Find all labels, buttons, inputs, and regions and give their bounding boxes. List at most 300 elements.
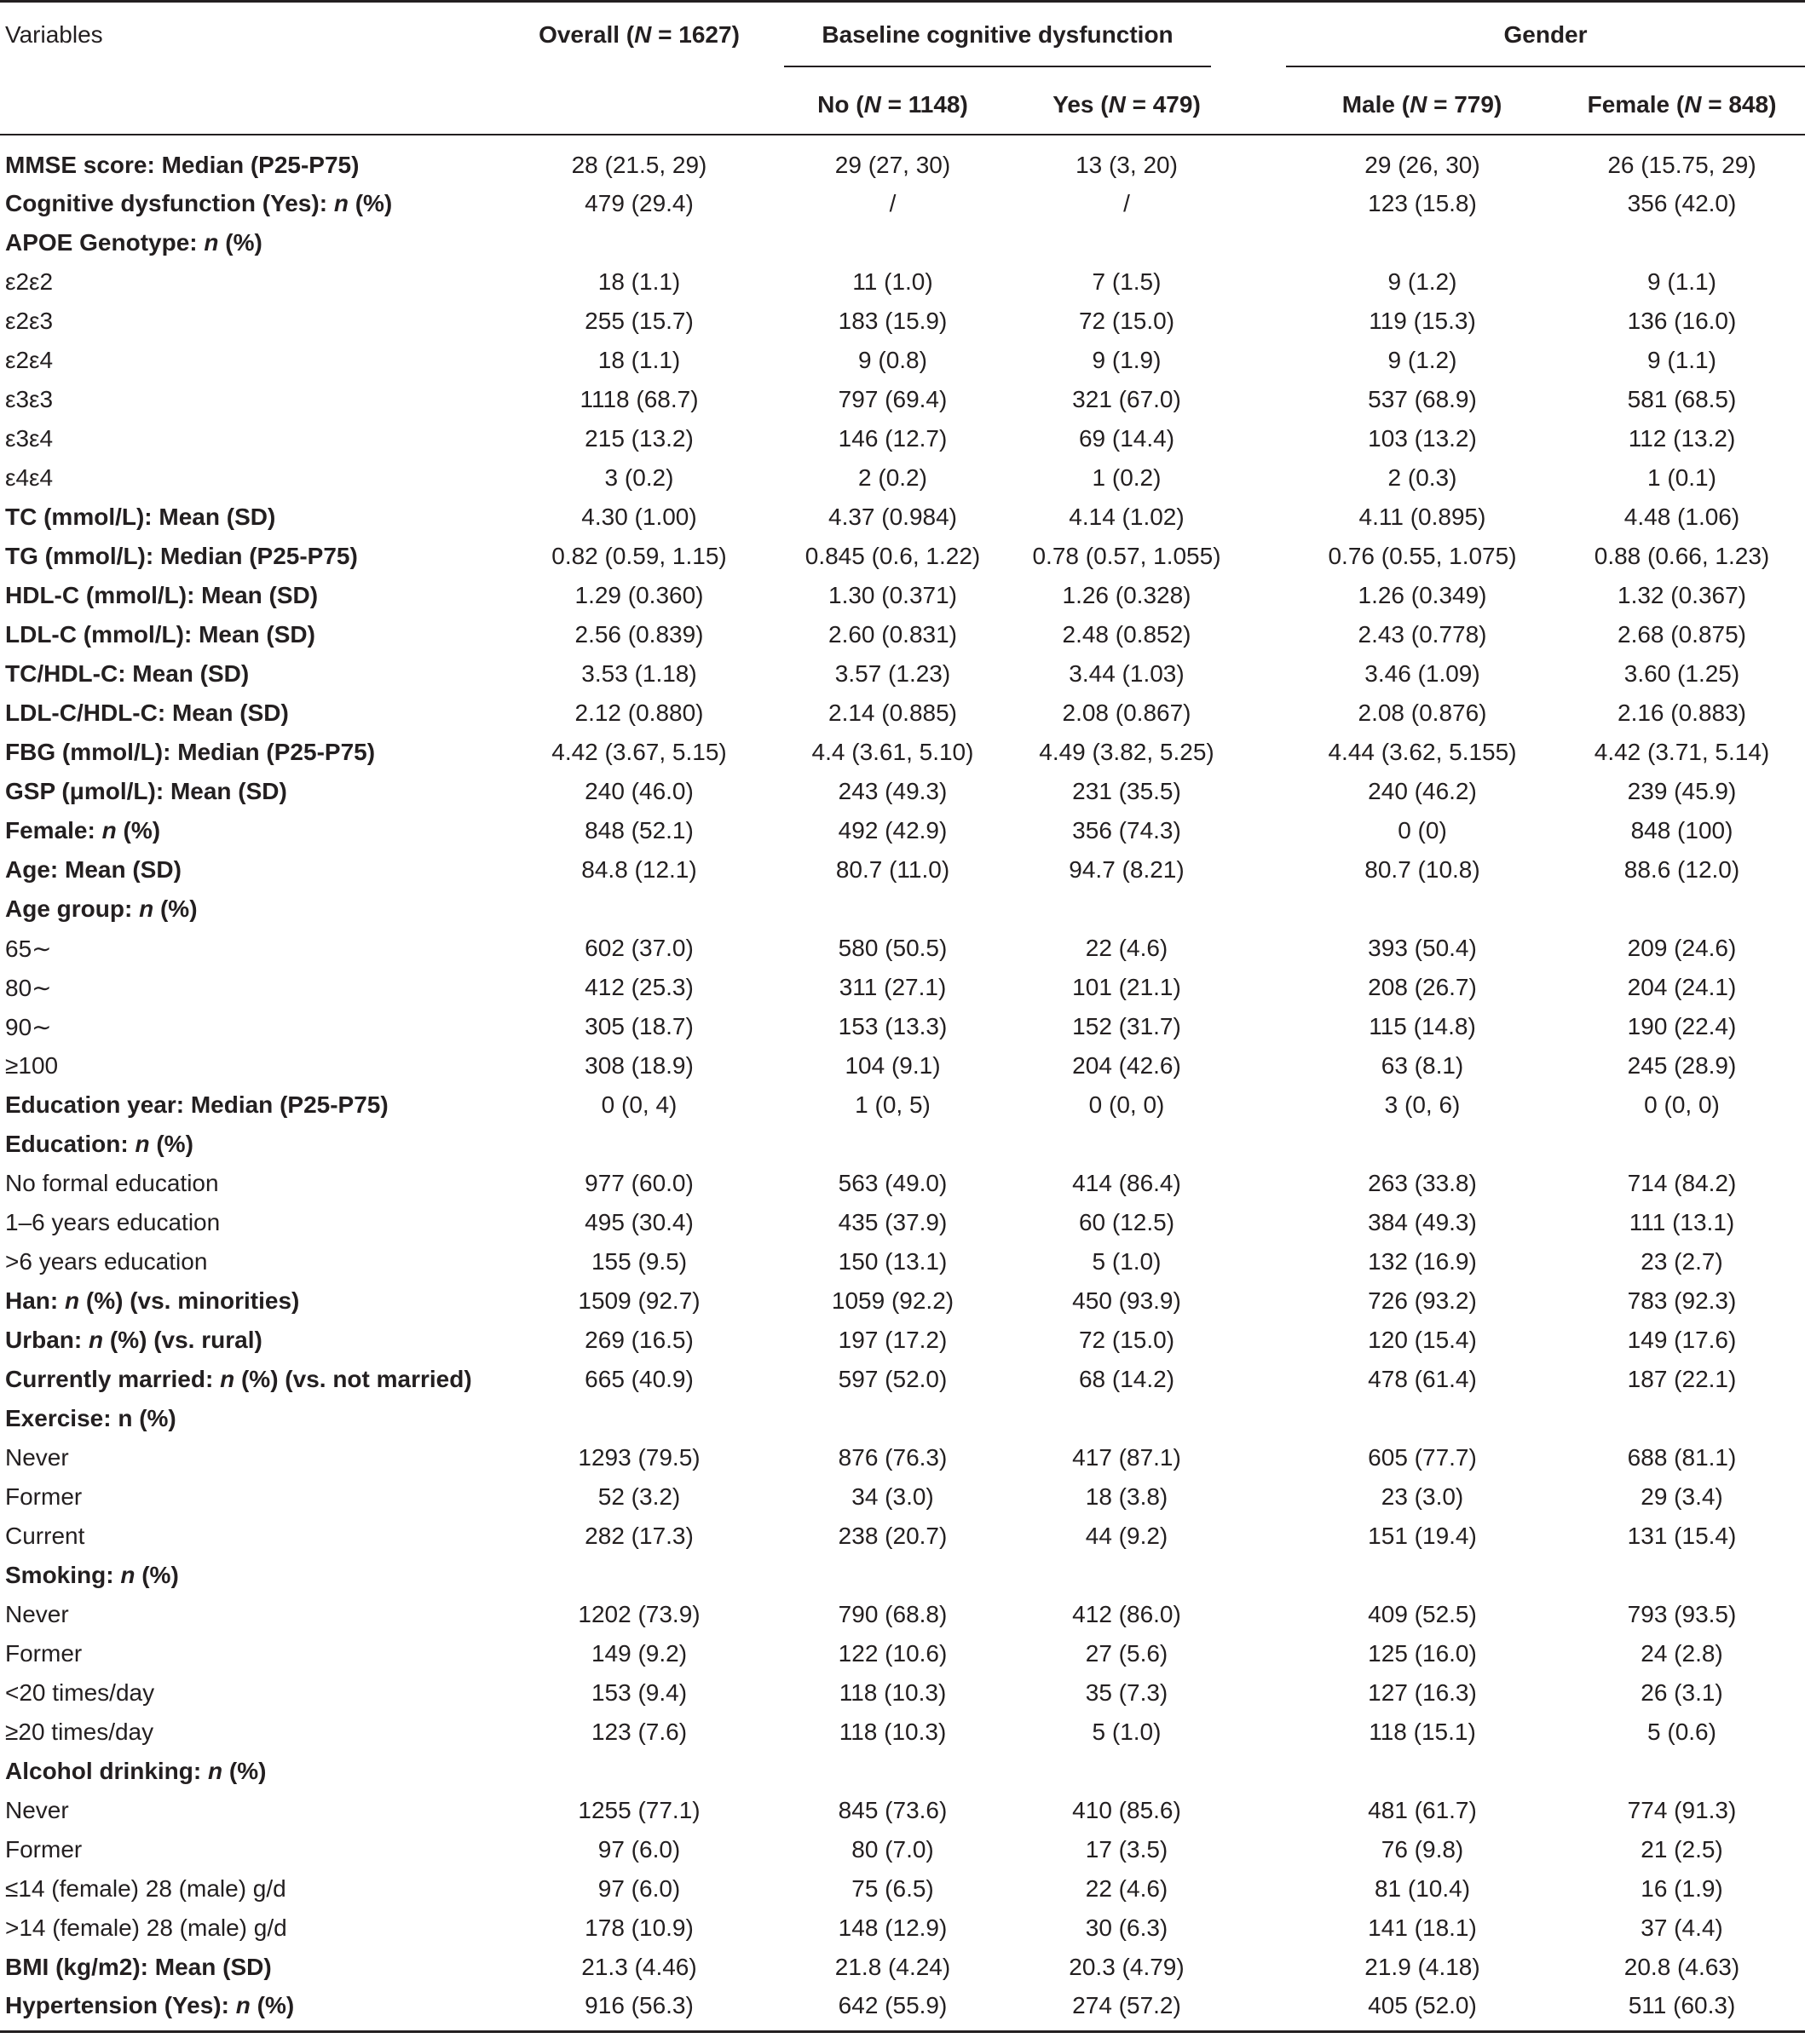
female-value [1559,890,1805,929]
baseline-group-header [767,3,1235,68]
overall-value: 1118 (68.7) [580,386,699,412]
table-row [0,498,1805,537]
no-value: 790 (68.8) [838,1601,948,1627]
male-value: 605 (77.7) [1368,1444,1477,1471]
no-value [767,1556,1018,1595]
row-label: LDL-C/HDL-C: Mean (SD) [5,700,289,726]
yes-value: 22 (4.6) [1085,1875,1168,1902]
male-value: 118 (15.1) [1369,1719,1476,1745]
row-label: HDL-C (mmol/L): Mean (SD) [5,582,319,608]
row-label: >14 (female) 28 (male) g/d [5,1914,287,1941]
row-label: >6 years education [5,1248,208,1275]
table-row [0,850,1805,890]
row-label: Cognitive dysfunction (Yes): n (%) [5,190,393,216]
table-row [0,1909,1805,1948]
overall-value: 495 (30.4) [585,1209,694,1235]
no-value: 435 (37.9) [838,1209,948,1235]
row-label: 80∼ [5,974,52,1001]
female-value: 793 (93.5) [1627,1601,1737,1627]
table-row [0,1438,1805,1477]
header-row-1 [0,3,1805,68]
overall-value [511,1399,767,1438]
no-value: 2 (0.2) [858,464,927,491]
yes-value: 30 (6.3) [1085,1914,1168,1941]
no-value [767,1752,1018,1791]
no-value: 845 (73.6) [838,1797,948,1823]
yes-value: 9 (1.9) [1092,347,1162,373]
overall-value: 2.56 (0.839) [574,621,704,648]
table-row [0,1164,1805,1203]
table-row [0,772,1805,811]
male-value: 103 (13.2) [1368,425,1477,452]
male-value: 63 (8.1) [1381,1052,1464,1079]
overall-value: 97 (6.0) [597,1836,681,1863]
table-row [0,890,1805,929]
row-label: ε3ε3 [5,386,54,412]
male-value [1235,890,1559,929]
yes-value: 5 (1.0) [1092,1719,1162,1745]
yes-value: 35 (7.3) [1085,1679,1168,1706]
yes-value: 0.78 (0.57, 1.055) [1032,543,1221,569]
yes-value: 27 (5.6) [1085,1640,1168,1667]
overall-value: 282 (17.3) [585,1523,694,1549]
male-value: 405 (52.0) [1368,1992,1477,2019]
male-value [1235,223,1559,262]
no-value: 4.37 (0.984) [828,504,957,530]
gender-group-header [1235,3,1805,68]
no-value: 580 (50.5) [838,935,948,961]
yes-value: 94.7 (8.21) [1069,856,1185,883]
female-value [1559,223,1805,262]
yes-value: 414 (86.4) [1072,1170,1181,1196]
female-value: 2.16 (0.883) [1618,700,1746,726]
yes-value: 412 (86.0) [1072,1601,1181,1627]
no-value: 238 (20.7) [838,1523,948,1549]
male-value: 3.46 (1.09) [1364,660,1480,687]
row-label: Urban: n (%) (vs. rural) [5,1327,262,1353]
italic-symbol: n [208,1758,223,1784]
male-value: 9 (1.2) [1387,347,1457,373]
male-value: 80.7 (10.8) [1364,856,1480,883]
no-value: 311 (27.1) [839,974,947,1000]
yes-header: Yes (N = 479) [1018,68,1235,135]
female-value: 23 (2.7) [1641,1248,1723,1275]
row-label: ε4ε4 [5,464,54,491]
overall-value: 848 (52.1) [585,817,694,844]
table-row [0,537,1805,576]
male-value: 21.9 (4.18) [1364,1954,1480,1980]
overall-value: 97 (6.0) [597,1875,681,1902]
row-label: TC/HDL-C: Mean (SD) [5,660,250,687]
row-label: MMSE score: Median (P25-P75) [5,151,360,178]
overall-value: 977 (60.0) [585,1170,694,1196]
row-label: ≥100 [5,1052,59,1079]
table-row [0,1595,1805,1634]
no-value [767,890,1018,929]
female-value: 4.42 (3.71, 5.14) [1594,739,1770,765]
overall-value: 4.30 (1.00) [581,504,697,530]
row-label: Never [5,1601,69,1627]
table-row [0,654,1805,694]
male-value: 9 (1.2) [1387,268,1457,295]
no-value [767,1125,1018,1164]
overall-value: 155 (9.5) [591,1248,688,1275]
male-value: 2.08 (0.876) [1358,700,1487,726]
italic-symbol: n [204,229,219,256]
italic-symbol: n [120,1562,136,1588]
row-label: FBG (mmol/L): Median (P25-P75) [5,739,376,765]
yes-value: 18 (3.8) [1085,1483,1168,1510]
female-value: 783 (92.3) [1627,1287,1737,1314]
no-value [767,223,1018,262]
yes-value: 274 (57.2) [1072,1992,1181,2019]
female-value: 688 (81.1) [1627,1444,1737,1471]
female-header: Female (N = 848) [1559,68,1805,135]
row-label: Former [5,1640,83,1667]
italic-symbol: n [101,817,117,844]
table-row [0,135,1805,184]
female-value: 774 (91.3) [1627,1797,1737,1823]
yes-value: 44 (9.2) [1085,1523,1168,1549]
italic-symbol: N [634,21,652,48]
female-value: 26 (3.1) [1641,1679,1723,1706]
yes-value [1018,1752,1235,1791]
table-row [0,1203,1805,1242]
no-value [767,1399,1018,1438]
male-value: 481 (61.7) [1368,1797,1477,1823]
female-value: 239 (45.9) [1627,778,1737,804]
no-value: 9 (0.8) [858,347,927,373]
table-row [0,1321,1805,1360]
no-value: 104 (9.1) [845,1052,941,1079]
overall-value [511,1125,767,1164]
female-value: 29 (3.4) [1641,1483,1723,1510]
male-value: 23 (3.0) [1381,1483,1464,1510]
table-row [0,1399,1805,1438]
table-row [0,1869,1805,1909]
female-value [1559,1752,1805,1791]
female-value: 1 (0.1) [1647,464,1716,491]
overall-value [511,223,767,262]
female-value: 187 (22.1) [1627,1366,1737,1392]
italic-symbol: N [863,91,881,118]
female-value: 3.60 (1.25) [1623,660,1740,687]
overall-value: 215 (13.2) [585,425,694,452]
no-value: 3.57 (1.23) [834,660,951,687]
male-value: 141 (18.1) [1368,1914,1477,1941]
no-value: / [889,190,897,216]
no-value: 75 (6.5) [851,1875,934,1902]
female-value: 190 (22.4) [1627,1013,1737,1039]
yes-value: 69 (14.4) [1078,425,1175,452]
male-value: 127 (16.3) [1368,1679,1477,1706]
table-row [0,223,1805,262]
table-row [0,1987,1805,2031]
row-label: Han: n (%) (vs. minorities) [5,1287,300,1314]
overall-value: 0.82 (0.59, 1.15) [551,543,727,569]
female-value: 37 (4.4) [1641,1914,1723,1941]
table-row [0,1830,1805,1869]
no-value: 183 (15.9) [838,308,948,334]
table-row [0,1477,1805,1517]
yes-value: 450 (93.9) [1072,1287,1181,1314]
female-value: 245 (28.9) [1627,1052,1737,1079]
no-value: 597 (52.0) [838,1366,948,1392]
no-value: 80 (7.0) [851,1836,934,1863]
row-label: 1–6 years education [5,1209,221,1235]
female-value [1559,1556,1805,1595]
row-label: 65∼ [5,935,52,962]
italic-symbol: n [235,1992,251,2019]
yes-value: 13 (3, 20) [1076,151,1178,178]
no-value: 150 (13.1) [838,1248,948,1275]
table-row [0,262,1805,302]
no-value: 492 (42.9) [838,817,948,844]
no-value: 118 (10.3) [839,1679,947,1706]
overall-value: 0 (0, 4) [601,1091,678,1118]
overall-value: 1202 (73.9) [578,1601,701,1627]
yes-value: 17 (3.5) [1085,1836,1168,1863]
yes-value: 1.26 (0.328) [1062,582,1191,608]
no-value: 642 (55.9) [838,1992,948,2019]
male-value: 2 (0.3) [1387,464,1457,491]
overall-value [511,1752,767,1791]
yes-value: 410 (85.6) [1072,1797,1181,1823]
male-value: 208 (26.7) [1368,974,1477,1000]
table-row [0,968,1805,1007]
yes-value: 356 (74.3) [1072,817,1181,844]
female-value: 204 (24.1) [1627,974,1737,1000]
male-value: 2.43 (0.778) [1358,621,1487,648]
no-value: 80.7 (11.0) [835,856,950,883]
female-value [1559,1125,1805,1164]
no-header: No (N = 1148) [767,68,1018,135]
overall-value: 2.12 (0.880) [574,700,704,726]
female-value: 4.48 (1.06) [1623,504,1740,530]
table-row [0,1673,1805,1713]
male-value: 151 (19.4) [1368,1523,1477,1549]
row-label: ≥20 times/day [5,1719,154,1745]
table-row [0,615,1805,654]
overall-value: 305 (18.7) [585,1013,694,1039]
male-value [1235,1125,1559,1164]
header-row-2 [0,68,1805,135]
male-value: 4.44 (3.62, 5.155) [1328,739,1517,765]
no-value: 34 (3.0) [851,1483,934,1510]
female-value: 20.8 (4.63) [1623,1954,1740,1980]
row-label: ε2ε4 [5,347,54,373]
table-row [0,458,1805,498]
italic-symbol: N [1410,91,1427,118]
male-value: 0 (0) [1398,817,1447,844]
row-label: Female: n (%) [5,817,161,844]
male-value: 263 (33.8) [1368,1170,1477,1196]
female-value: 209 (24.6) [1627,935,1737,961]
overall-value: 1293 (79.5) [578,1444,701,1471]
female-value: 88.6 (12.0) [1623,856,1740,883]
row-label: LDL-C (mmol/L): Mean (SD) [5,621,315,648]
overall-value: 153 (9.4) [591,1679,688,1706]
row-label: Education: n (%) [5,1131,193,1157]
yes-value: 5 (1.0) [1092,1248,1162,1275]
overall-value: 52 (3.2) [597,1483,681,1510]
overall-value: 123 (7.6) [591,1719,688,1745]
yes-value: 0 (0, 0) [1088,1091,1165,1118]
row-label: ε3ε4 [5,425,54,452]
header-spacer [511,68,767,135]
row-label: Exercise: n (%) [5,1405,176,1431]
no-value: 797 (69.4) [838,386,948,412]
yes-value: 152 (31.7) [1072,1013,1181,1039]
overall-value: 1.29 (0.360) [574,582,704,608]
italic-symbol: n [220,1366,235,1392]
yes-value: 22 (4.6) [1085,935,1168,961]
table-row [0,1046,1805,1085]
row-label: Hypertension (Yes): n (%) [5,1992,295,2019]
no-value: 29 (27, 30) [834,151,951,178]
no-value: 243 (49.3) [838,778,948,804]
overall-value: 1509 (92.7) [578,1287,701,1314]
yes-value: 2.08 (0.867) [1062,700,1191,726]
male-value: 0.76 (0.55, 1.075) [1328,543,1517,569]
yes-value: 68 (14.2) [1078,1366,1175,1392]
yes-value [1018,1399,1235,1438]
table-row [0,694,1805,733]
table-row [0,1948,1805,1987]
female-value: 581 (68.5) [1627,386,1737,412]
yes-value: 101 (21.1) [1072,974,1181,1000]
row-label: Education year: Median (P25-P75) [5,1091,389,1118]
no-value: 122 (10.6) [838,1640,948,1667]
table-row [0,341,1805,380]
female-value: 2.68 (0.875) [1618,621,1746,648]
female-value: 131 (15.4) [1627,1523,1737,1549]
no-value: 0.845 (0.6, 1.22) [804,543,981,569]
row-label: Former [5,1483,83,1510]
yes-value [1018,223,1235,262]
italic-symbol: n [65,1287,80,1314]
yes-value: 1 (0.2) [1092,464,1162,491]
no-value: 1059 (92.2) [831,1287,954,1314]
male-value: 726 (93.2) [1368,1287,1477,1314]
overall-value: 412 (25.3) [585,974,694,1000]
baseline-group-rule [784,66,1211,67]
baseline-group-label: Baseline cognitive dysfunction [822,21,1174,48]
no-value: 148 (12.9) [838,1914,948,1941]
yes-value [1018,1556,1235,1595]
yes-value [1018,1125,1235,1164]
row-label: Age group: n (%) [5,895,198,922]
overall-value: 149 (9.2) [591,1640,688,1667]
female-value: 5 (0.6) [1647,1719,1716,1745]
row-label: TC (mmol/L): Mean (SD) [5,504,276,530]
male-value [1235,1556,1559,1595]
no-value: 2.14 (0.885) [828,700,957,726]
row-label: Current [5,1523,85,1549]
table-row [0,1556,1805,1595]
row-label: Age: Mean (SD) [5,856,182,883]
no-value: 153 (13.3) [838,1013,948,1039]
female-value [1559,1399,1805,1438]
female-value: 9 (1.1) [1647,347,1716,373]
overall-value: 479 (29.4) [585,190,694,216]
no-value: 21.8 (4.24) [834,1954,951,1980]
female-value: 136 (16.0) [1627,308,1737,334]
yes-value: 321 (67.0) [1072,386,1181,412]
male-value: 409 (52.5) [1368,1601,1477,1627]
row-label: <20 times/day [5,1679,155,1706]
italic-symbol: n [135,1131,150,1157]
female-value: 112 (13.2) [1628,425,1736,452]
overall-value: 3 (0.2) [604,464,674,491]
male-header: Male (N = 779) [1235,68,1559,135]
italic-symbol: n [139,895,154,922]
male-value: 81 (10.4) [1374,1875,1471,1902]
no-value: 197 (17.2) [838,1327,948,1353]
table-row [0,1242,1805,1281]
overall-value [511,1556,767,1595]
table-row [0,419,1805,458]
table-row [0,576,1805,615]
overall-value: 3.53 (1.18) [581,660,697,687]
male-value: 1.26 (0.349) [1358,582,1487,608]
yes-value: 2.48 (0.852) [1062,621,1191,648]
overall-value: 1255 (77.1) [578,1797,701,1823]
overall-value: 178 (10.9) [585,1914,694,1941]
overall-value: 665 (40.9) [585,1366,694,1392]
gender-group-rule [1286,66,1805,67]
overall-value: 4.42 (3.67, 5.15) [551,739,727,765]
row-label: GSP (μmol/L): Mean (SD) [5,778,287,804]
table-row [0,302,1805,341]
female-value: 848 (100) [1630,817,1733,844]
table-row [0,733,1805,772]
row-label: ≤14 (female) 28 (male) g/d [5,1875,286,1902]
italic-symbol: n [333,190,349,216]
table-row [0,184,1805,223]
male-value [1235,1752,1559,1791]
italic-symbol: N [1108,91,1126,118]
male-value: 115 (14.8) [1369,1013,1476,1039]
female-value: 24 (2.8) [1641,1640,1723,1667]
row-label: BMI (kg/m2): Mean (SD) [5,1954,272,1980]
male-value: 240 (46.2) [1368,778,1477,804]
yes-value: 4.14 (1.02) [1069,504,1185,530]
row-label: Former [5,1836,83,1863]
female-value: 16 (1.9) [1641,1875,1723,1902]
yes-value: 231 (35.5) [1072,778,1181,804]
header-spacer [0,68,511,135]
no-value: 146 (12.7) [838,425,948,452]
yes-value: 60 (12.5) [1078,1209,1175,1235]
overall-value: 28 (21.5, 29) [571,151,707,178]
yes-value: 4.49 (3.82, 5.25) [1039,739,1214,765]
table-row [0,1007,1805,1046]
row-label: Never [5,1797,69,1823]
male-value: 125 (16.0) [1368,1640,1477,1667]
female-value: 9 (1.1) [1647,268,1716,295]
yes-value: / [1123,190,1130,216]
row-label: Smoking: n (%) [5,1562,179,1588]
overall-value: 84.8 (12.1) [581,856,697,883]
row-label: Currently married: n (%) (vs. not married) [5,1366,472,1392]
italic-symbol: n [89,1327,104,1353]
male-value: 4.11 (0.895) [1358,504,1486,530]
row-label: TG (mmol/L): Median (P25-P75) [5,543,358,569]
female-value: 111 (13.1) [1629,1209,1735,1235]
overall-value: 308 (18.9) [585,1052,694,1079]
male-value: 478 (61.4) [1368,1366,1477,1392]
